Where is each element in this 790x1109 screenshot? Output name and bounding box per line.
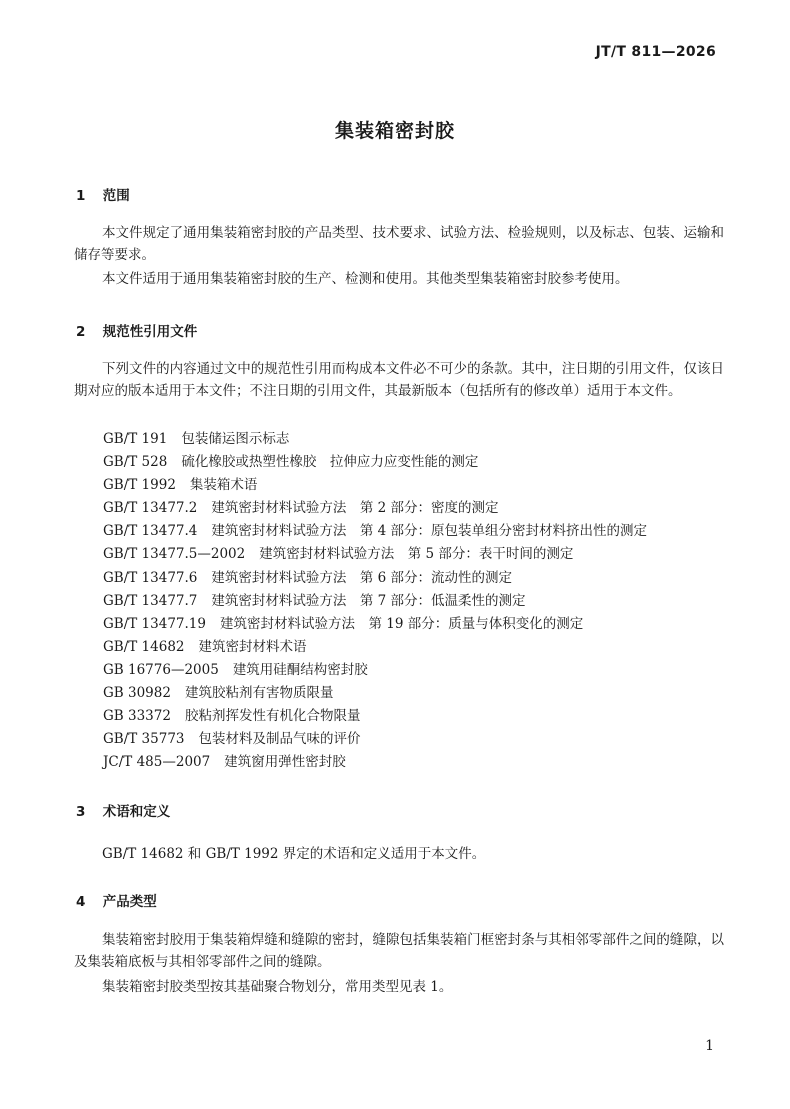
list-item (103, 543, 647, 566)
reference-list (103, 428, 647, 774)
reference-title: 建筑密封材料术语 (198, 638, 307, 655)
standard-code: JT/T 811—2026 (595, 44, 716, 60)
list-item (103, 451, 647, 474)
reference-title: 硫化橡胶或热塑性橡胶 拉伸应力应变性能的测定 (181, 454, 479, 471)
reference-code: GB/T 13477.19 (103, 615, 206, 632)
reference-code: GB 30982 (103, 685, 171, 702)
reference-title: 集装箱术语 (189, 477, 258, 494)
paragraph: 本文件适用于通用集装箱密封胶的生产、检测和使用。其他类型集装箱密封胶参考使用。 (102, 271, 629, 287)
list-item (103, 590, 647, 613)
reference-code: GB/T 13477.2 (103, 500, 198, 517)
section-2-heading (76, 320, 197, 340)
reference-code: GB/T 528 (103, 454, 168, 471)
reference-title: 建筑胶粘剂有害物质限量 (184, 685, 334, 702)
section-number: 2 (76, 324, 86, 340)
section-title: 术语和定义 (102, 804, 171, 820)
reference-title: 包装材料及制品气味的评价 (198, 731, 361, 748)
section-title: 产品类型 (102, 894, 157, 910)
reference-title: 建筑密封材料试验方法 第 6 部分：流动性的测定 (211, 569, 513, 586)
reference-code: GB/T 14682 (103, 638, 185, 655)
section-1-heading (76, 184, 130, 204)
reference-code: GB/T 35773 (103, 731, 185, 748)
page-number: 1 (705, 1038, 714, 1054)
section-4-heading (76, 890, 157, 910)
section-title: 规范性引用文件 (102, 324, 198, 340)
list-item (103, 636, 647, 659)
reference-title: 建筑密封材料试验方法 第 5 部分：表干时间的测定 (259, 546, 574, 563)
section-number: 3 (76, 804, 86, 820)
reference-title: 胶粘剂挥发性有机化合物限量 (184, 708, 361, 725)
list-item (103, 474, 647, 497)
section-title: 范围 (102, 188, 130, 204)
list-item (103, 728, 647, 751)
reference-title: 建筑窗用弹性密封胶 (224, 754, 346, 771)
paragraph: 下列文件的内容通过文中的规范性引用而构成本文件必不可少的条款。其中，注日期的引用文件，仅该日期对应的版本适用于本文件；不注日期的引用文件，其最新版本（包括所有的修改单）适用于本文件。 (74, 361, 724, 399)
list-item (103, 613, 647, 636)
reference-code: GB/T 13477.5—2002 (103, 546, 246, 563)
reference-title: 包装储运图示标志 (181, 431, 290, 447)
reference-code: GB 16776—2005 (103, 661, 219, 678)
list-item (103, 751, 647, 774)
reference-code: GB/T 1992 (103, 477, 176, 494)
list-item (103, 428, 647, 451)
reference-code: GB/T 13477.6 (103, 569, 198, 586)
list-item (103, 520, 647, 543)
paragraph: 集装箱密封胶类型按其基础聚合物划分，常用类型见表 1。 (102, 979, 453, 995)
list-item (103, 682, 647, 705)
section-number: 1 (76, 188, 86, 204)
section-3-heading (76, 800, 170, 820)
reference-title: 建筑密封材料试验方法 第 19 部分：质量与体积变化的测定 (219, 615, 584, 632)
document-title: 集装箱密封胶 (334, 120, 455, 142)
reference-code: GB 33372 (103, 708, 171, 725)
section-number: 4 (76, 894, 86, 910)
list-item (103, 567, 647, 590)
list-item (103, 659, 647, 682)
paragraph: 本文件规定了通用集装箱密封胶的产品类型、技术要求、试验方法、检验规则，以及标志、包装、运输和储存等要求。 (74, 225, 724, 263)
reference-code: JC/T 485—2007 (103, 754, 211, 771)
list-item (103, 497, 647, 520)
reference-code: GB/T 191 (103, 431, 168, 447)
list-item (103, 705, 647, 728)
reference-title: 建筑密封材料试验方法 第 7 部分：低温柔性的测定 (211, 592, 526, 609)
paragraph: 集装箱密封胶用于集装箱焊缝和缝隙的密封，缝隙包括集装箱门框密封条与其相邻零部件之间的缝隙，以及集装箱底板与其相邻零部件之间的缝隙。 (74, 932, 724, 970)
reference-title: 建筑密封材料试验方法 第 2 部分：密度的测定 (211, 500, 499, 517)
reference-title: 建筑密封材料试验方法 第 4 部分：原包装单组分密封材料挤出性的测定 (211, 523, 648, 540)
paragraph: GB/T 14682 和 GB/T 1992 界定的术语和定义适用于本文件。 (102, 846, 486, 862)
reference-code: GB/T 13477.4 (103, 523, 198, 540)
reference-title: 建筑用硅酮结构密封胶 (232, 661, 368, 678)
reference-code: GB/T 13477.7 (103, 592, 198, 609)
